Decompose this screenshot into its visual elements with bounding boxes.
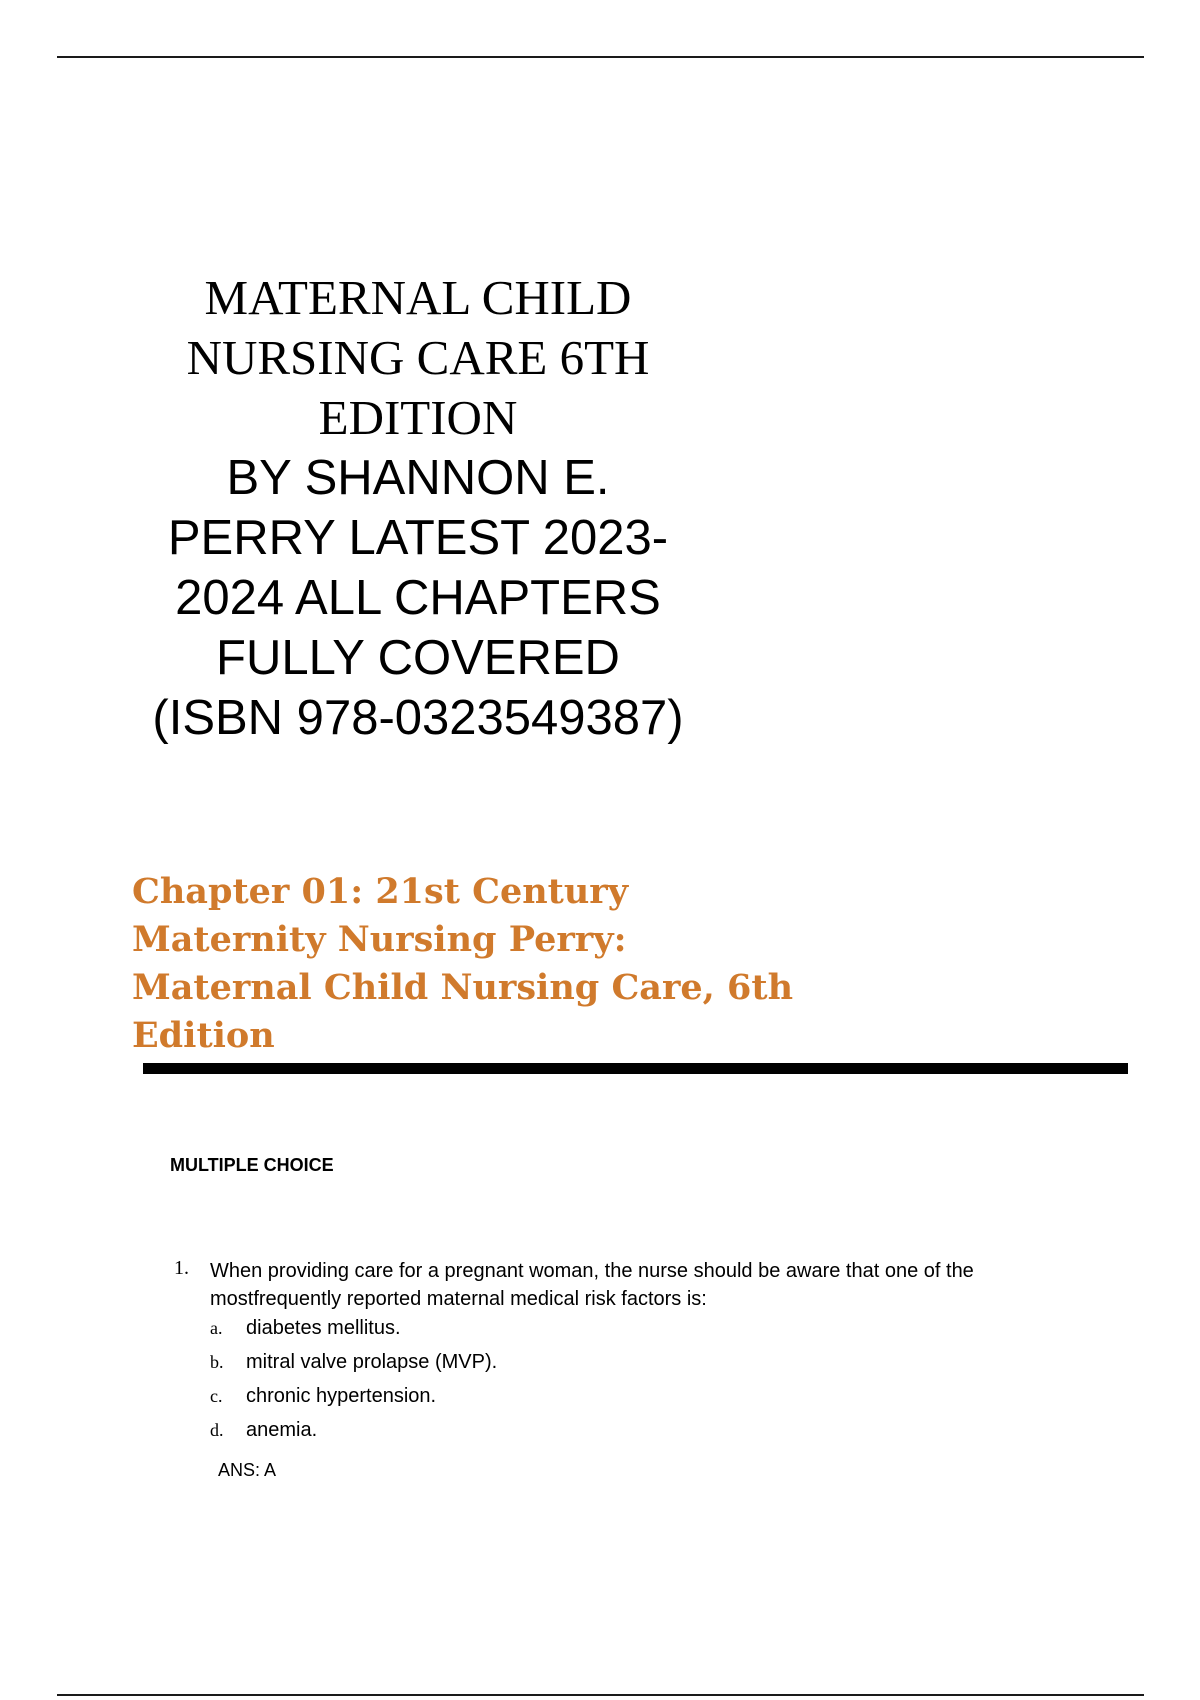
option-a bbox=[210, 1313, 1090, 1343]
chapter-divider bbox=[143, 1063, 1128, 1074]
option-letter: c. bbox=[210, 1386, 223, 1406]
option-text: anemia. bbox=[246, 1419, 318, 1441]
question-item bbox=[170, 1257, 1090, 1445]
chapter-line: Maternal Child Nursing Care, 6th bbox=[132, 967, 794, 1008]
answer-key: ANS: A bbox=[218, 1460, 277, 1480]
question-number: 1. bbox=[174, 1257, 189, 1279]
title-line: 2024 ALL CHAPTERS bbox=[175, 571, 661, 625]
document-title bbox=[118, 268, 718, 748]
question-stem-line: mostfrequently reported maternal medical risk factors is: bbox=[210, 1288, 707, 1310]
title-line: FULLY COVERED bbox=[216, 631, 620, 685]
option-letter: a. bbox=[210, 1318, 223, 1338]
section-heading: MULTIPLE CHOICE bbox=[170, 1155, 334, 1175]
title-line: BY SHANNON E. bbox=[226, 451, 610, 505]
title-line: NURSING CARE 6TH bbox=[186, 330, 650, 385]
option-b bbox=[210, 1347, 1090, 1377]
question-stem-line: When providing care for a pregnant woman, the nurse should be aware that one of the bbox=[210, 1260, 974, 1282]
option-letter: d. bbox=[210, 1420, 224, 1440]
answer-options bbox=[210, 1313, 1090, 1445]
title-line: EDITION bbox=[318, 390, 518, 445]
option-c bbox=[210, 1381, 1090, 1411]
chapter-heading bbox=[132, 868, 794, 1060]
top-divider bbox=[57, 56, 1144, 58]
option-text: chronic hypertension. bbox=[246, 1385, 437, 1407]
chapter-line: Chapter 01: 21st Century bbox=[132, 871, 629, 912]
title-line: PERRY LATEST 2023- bbox=[167, 511, 669, 565]
option-text: diabetes mellitus. bbox=[246, 1317, 401, 1339]
option-letter: b. bbox=[210, 1352, 224, 1372]
chapter-line: Edition bbox=[132, 1015, 275, 1056]
option-d bbox=[210, 1415, 1090, 1445]
chapter-line: Maternity Nursing Perry: bbox=[132, 919, 627, 960]
option-text: mitral valve prolapse (MVP). bbox=[246, 1351, 498, 1373]
question-stem bbox=[210, 1257, 1090, 1313]
title-line: MATERNAL CHILD bbox=[204, 270, 632, 325]
bottom-divider bbox=[57, 1694, 1144, 1696]
title-line: (ISBN 978-0323549387) bbox=[152, 691, 684, 745]
